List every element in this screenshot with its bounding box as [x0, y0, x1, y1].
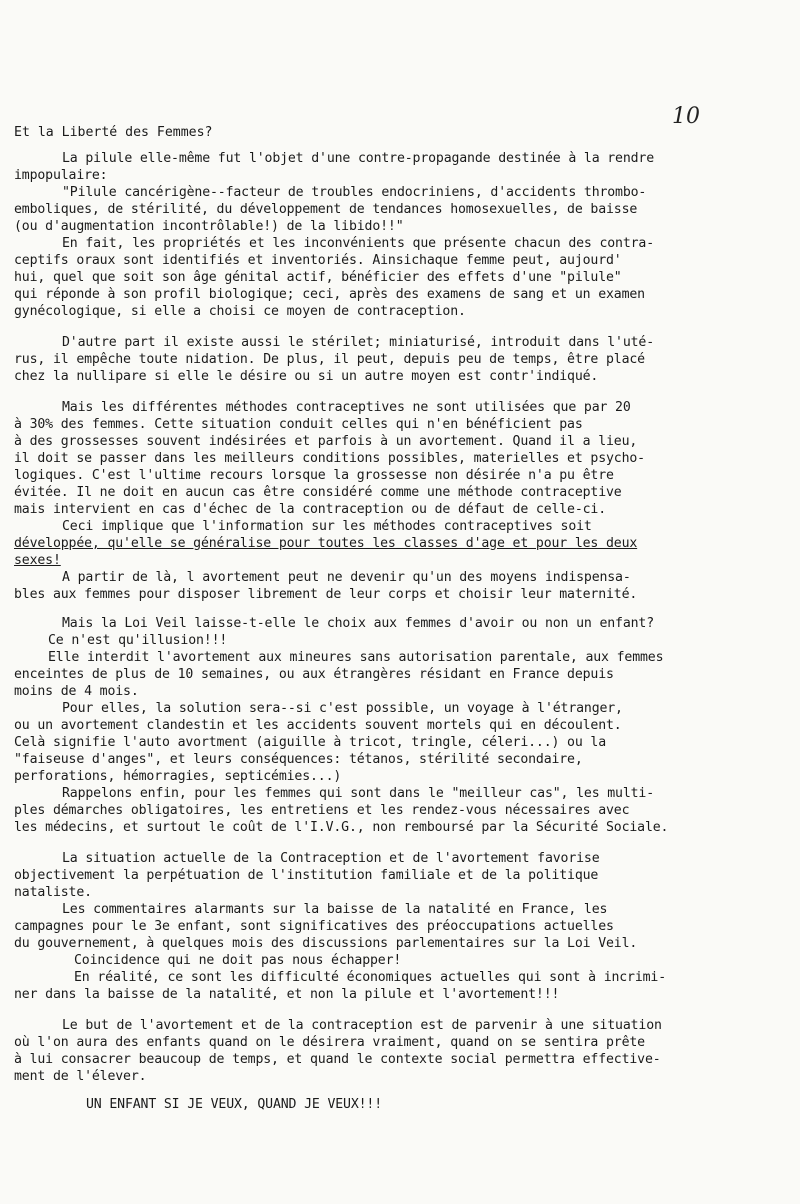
text-line-underlined: sexes! [14, 553, 61, 568]
text-line: hui, quel que soit son âge génital actif, bénéficier des effets d'une "pilule" [14, 270, 622, 285]
text-line: "faiseuse d'anges", et leurs conséquences: tétanos, stérilité secondaire, [14, 752, 583, 767]
text-line: campagnes pour le 3e enfant, sont significatives des préoccupations actuelles [14, 919, 614, 934]
text-line: En fait, les propriétés et les inconvénients que présente chacun des contra- [62, 236, 655, 251]
text-line: chez la nullipare si elle le désire ou si un autre moyen est contr'indiqué. [14, 369, 599, 384]
page-number: 10 [672, 104, 700, 129]
text-line: il doit se passer dans les meilleurs conditions possibles, materielles et psycho- [14, 451, 645, 466]
text-line: gynécologique, si elle a choisi ce moyen de contraception. [14, 304, 466, 319]
text-line: La pilule elle-même fut l'objet d'une contre-propagande destinée à la rendre [62, 151, 655, 166]
text-line: Rappelons enfin, pour les femmes qui sont dans le "meilleur cas", les multi- [62, 786, 655, 801]
text-line: Celà signifie l'auto avortment (aiguille à tricot, tringle, céleri...) ou la [14, 735, 607, 750]
text-line: "Pilule cancérigène--facteur de troubles endocriniens, d'accidents thrombo- [62, 185, 647, 200]
text-line: moins de 4 mois. [14, 684, 139, 699]
text-line: D'autre part il existe aussi le stérilet; miniaturisé, introduit dans l'uté- [62, 335, 655, 350]
text-line: A partir de là, l avortement peut ne devenir qu'un des moyens indispensa- [62, 570, 631, 585]
text-line: La situation actuelle de la Contraception et de l'avortement favorise [62, 851, 600, 866]
text-line: évitée. Il ne doit en aucun cas être considéré comme une méthode contraceptive [14, 485, 622, 500]
document-title: Et la Liberté des Femmes? [14, 125, 213, 140]
text-line: enceintes de plus de 10 semaines, ou aux étrangères résidant en France depuis [14, 667, 614, 682]
text-line: Pour elles, la solution sera--si c'est possible, un voyage à l'étranger, [62, 701, 623, 716]
text-line: impopulaire: [14, 168, 108, 183]
text-line: Les commentaires alarmants sur la baisse de la natalité en France, les [62, 902, 608, 917]
text-line: (ou d'augmentation incontrôlable!) de la libido!!" [14, 219, 404, 234]
text-line: Ce n'est qu'illusion!!! [48, 633, 228, 648]
text-line: les médecins, et surtout le coût de l'I.V.G., non remboursé par la Sécurité Sociale. [14, 820, 669, 835]
text-line: ples démarches obligatoires, les entretiens et les rendez-vous nécessaires avec [14, 803, 630, 818]
text-line: emboliques, de stérilité, du développement de tendances homosexuelles, de baisse [14, 202, 638, 217]
text-line: mais intervient en cas d'échec de la contraception ou de défaut de celle-ci. [14, 502, 607, 517]
text-line: ner dans la baisse de la natalité, et non la pilule et l'avortement!!! [14, 987, 560, 1002]
text-line: rus, il empêche toute nidation. De plus, il peut, depuis peu de temps, être placé [14, 352, 645, 367]
text-line: Mais la Loi Veil laisse-t-elle le choix aux femmes d'avoir ou non un enfant? [62, 616, 655, 631]
text-line: objectivement la perpétuation de l'institution familiale et de la politique [14, 868, 599, 883]
text-line: où l'on aura des enfants quand on le désirera vraiment, quand on se sentira prête [14, 1035, 645, 1050]
text-line: à 30% des femmes. Cette situation conduit celles qui n'en bénéficient pas [14, 417, 583, 432]
text-line: qui réponde à son profil biologique; ceci, après des examens de sang et un examen [14, 287, 645, 302]
text-line: à lui consacrer beaucoup de temps, et quand le contexte social permettra effective- [14, 1052, 661, 1067]
text-line: du gouvernement, à quelques mois des discussions parlementaires sur la Loi Veil. [14, 936, 638, 951]
text-line: Coincidence qui ne doit pas nous échapper! [74, 953, 402, 968]
text-line: Ceci implique que l'information sur les méthodes contraceptives soit [62, 519, 592, 534]
slogan-line: UN ENFANT SI JE VEUX, QUAND JE VEUX!!! [86, 1097, 383, 1112]
text-line: En réalité, ce sont les difficulté économiques actuelles qui sont à incrimi- [74, 970, 667, 985]
text-line: Elle interdit l'avortement aux mineures sans autorisation parentale, aux femmes [48, 650, 664, 665]
text-line: nataliste. [14, 885, 92, 900]
text-line: Le but de l'avortement et de la contraception est de parvenir à une situation [62, 1018, 662, 1033]
text-line: perforations, hémorragies, septicémies...) [14, 769, 342, 784]
text-line-underlined: développée, qu'elle se généralise pour toutes les classes d'age et pour les deux [14, 536, 638, 551]
text-line: ment de l'élever. [14, 1069, 147, 1084]
text-line: à des grossesses souvent indésirées et parfois à un avortement. Quand il a lieu, [14, 434, 638, 449]
text-line: ceptifs oraux sont identifiés et inventoriés. Ainsichaque femme peut, aujourd' [14, 253, 622, 268]
text-line: logiques. C'est l'ultime recours lorsque la grossesse non désirée n'a pu être [14, 468, 614, 483]
text-line: bles aux femmes pour disposer librement de leur corps et choisir leur maternité. [14, 587, 638, 602]
text-line: Mais les différentes méthodes contraceptives ne sont utilisées que par 20 [62, 400, 631, 415]
text-line: ou un avortement clandestin et les accidents souvent mortels qui en découlent. [14, 718, 622, 733]
